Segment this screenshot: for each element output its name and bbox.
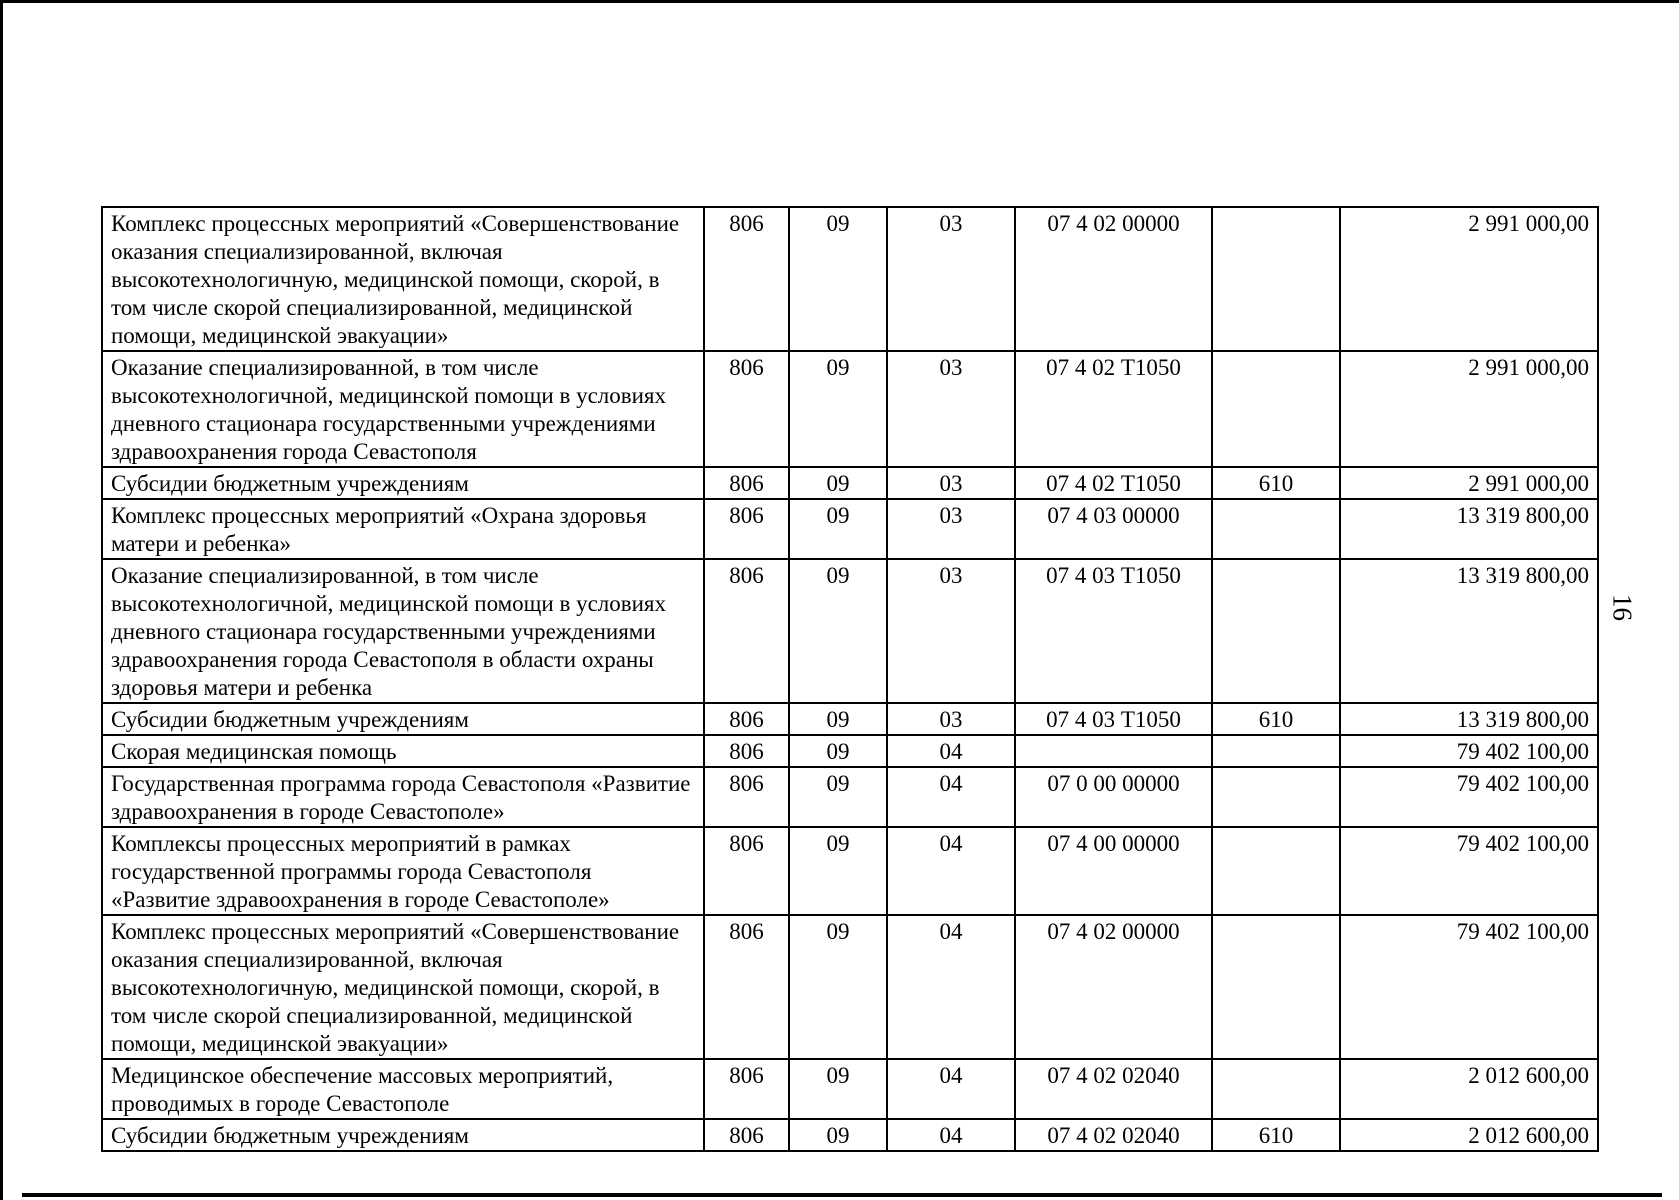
expense-name-cell: Субсидии бюджетным учреждениям [102, 1119, 704, 1151]
subsection-code-cell: 03 [887, 351, 1015, 467]
target-article-cell: 07 4 02 Т1050 [1015, 351, 1212, 467]
page-bottom-rule [22, 1193, 1662, 1197]
amount-cell: 79 402 100,00 [1340, 827, 1598, 915]
amount-cell: 79 402 100,00 [1340, 767, 1598, 827]
target-article-cell: 07 4 03 Т1050 [1015, 703, 1212, 735]
expense-name-cell: Медицинское обеспечение массовых мероприятий, проводимых в городе Севастополе [102, 1059, 704, 1119]
subsection-code-cell: 04 [887, 735, 1015, 767]
department-code-cell: 806 [704, 1119, 789, 1151]
amount-cell: 13 319 800,00 [1340, 703, 1598, 735]
department-code-cell: 806 [704, 467, 789, 499]
table-row [102, 767, 1598, 827]
expense-name-cell: Комплекс процессных мероприятий «Совершенствование оказания специализированной, включая высокотехнологичную, медицинской помощи, скорой, в том числе скорой специализированной, медицинской помощи, медицинской эвакуации» [102, 207, 704, 351]
page-left-edge [0, 0, 3, 1200]
section-code-cell: 09 [789, 207, 887, 351]
section-code-cell: 09 [789, 351, 887, 467]
table-row [102, 351, 1598, 467]
department-code-cell: 806 [704, 207, 789, 351]
expense-type-cell [1212, 499, 1340, 559]
department-code-cell: 806 [704, 735, 789, 767]
amount-cell: 13 319 800,00 [1340, 559, 1598, 703]
section-code-cell: 09 [789, 499, 887, 559]
expense-type-cell [1212, 1059, 1340, 1119]
expense-type-cell [1212, 735, 1340, 767]
table-row [102, 1059, 1598, 1119]
expense-name-cell: Субсидии бюджетным учреждениям [102, 467, 704, 499]
expense-name-cell: Государственная программа города Севастополя «Развитие здравоохранения в городе Севастополе» [102, 767, 704, 827]
table-row [102, 467, 1598, 499]
subsection-code-cell: 03 [887, 499, 1015, 559]
department-code-cell: 806 [704, 1059, 789, 1119]
expense-type-cell [1212, 767, 1340, 827]
department-code-cell: 806 [704, 499, 789, 559]
table-row [102, 827, 1598, 915]
table-row [102, 559, 1598, 703]
subsection-code-cell: 03 [887, 703, 1015, 735]
subsection-code-cell: 03 [887, 559, 1015, 703]
section-code-cell: 09 [789, 1119, 887, 1151]
subsection-code-cell: 04 [887, 1119, 1015, 1151]
amount-cell: 2 991 000,00 [1340, 467, 1598, 499]
expense-type-cell [1212, 559, 1340, 703]
table-row [102, 207, 1598, 351]
expense-type-cell: 610 [1212, 703, 1340, 735]
amount-cell: 79 402 100,00 [1340, 735, 1598, 767]
department-code-cell: 806 [704, 703, 789, 735]
target-article-cell: 07 4 00 00000 [1015, 827, 1212, 915]
expense-name-cell: Комплексы процессных мероприятий в рамках государственной программы города Севастополя «Развитие здравоохранения в городе Севастополе» [102, 827, 704, 915]
target-article-cell: 07 4 02 02040 [1015, 1059, 1212, 1119]
amount-cell: 2 012 600,00 [1340, 1059, 1598, 1119]
section-code-cell: 09 [789, 735, 887, 767]
expense-name-cell: Оказание специализированной, в том числе высокотехнологичной, медицинской помощи в условиях дневного стационара государственными учреждениями здравоохранения города Севастополя [102, 351, 704, 467]
subsection-code-cell: 03 [887, 467, 1015, 499]
department-code-cell: 806 [704, 915, 789, 1059]
department-code-cell: 806 [704, 827, 789, 915]
subsection-code-cell: 03 [887, 207, 1015, 351]
budget-table-container [101, 206, 1597, 1152]
table-row [102, 915, 1598, 1059]
subsection-code-cell: 04 [887, 1059, 1015, 1119]
target-article-cell [1015, 735, 1212, 767]
expense-name-cell: Комплекс процессных мероприятий «Совершенствование оказания специализированной, включая высокотехнологичную, медицинской помощи, скорой, в том числе скорой специализированной, медицинской помощи, медицинской эвакуации» [102, 915, 704, 1059]
subsection-code-cell: 04 [887, 915, 1015, 1059]
table-row [102, 1119, 1598, 1151]
table-row [102, 703, 1598, 735]
expense-name-cell: Скорая медицинская помощь [102, 735, 704, 767]
target-article-cell: 07 4 03 00000 [1015, 499, 1212, 559]
budget-table-body [102, 207, 1598, 1151]
target-article-cell: 07 0 00 00000 [1015, 767, 1212, 827]
section-code-cell: 09 [789, 703, 887, 735]
target-article-cell: 07 4 03 Т1050 [1015, 559, 1212, 703]
expense-name-cell: Субсидии бюджетным учреждениям [102, 703, 704, 735]
amount-cell: 79 402 100,00 [1340, 915, 1598, 1059]
target-article-cell: 07 4 02 00000 [1015, 915, 1212, 1059]
expense-type-cell: 610 [1212, 467, 1340, 499]
amount-cell: 13 319 800,00 [1340, 499, 1598, 559]
budget-table [101, 206, 1599, 1152]
target-article-cell: 07 4 02 Т1050 [1015, 467, 1212, 499]
page-number: 16 [1607, 594, 1638, 621]
amount-cell: 2 991 000,00 [1340, 351, 1598, 467]
expense-type-cell [1212, 827, 1340, 915]
department-code-cell: 806 [704, 767, 789, 827]
target-article-cell: 07 4 02 00000 [1015, 207, 1212, 351]
expense-name-cell: Оказание специализированной, в том числе высокотехнологичной, медицинской помощи в условиях дневного стационара государственными учреждениями здравоохранения города Севастополя в области охраны здоровья матери и ребенка [102, 559, 704, 703]
expense-name-cell: Комплекс процессных мероприятий «Охрана здоровья матери и ребенка» [102, 499, 704, 559]
table-row [102, 499, 1598, 559]
section-code-cell: 09 [789, 915, 887, 1059]
page-top-edge [0, 0, 1679, 3]
section-code-cell: 09 [789, 1059, 887, 1119]
amount-cell: 2 012 600,00 [1340, 1119, 1598, 1151]
department-code-cell: 806 [704, 351, 789, 467]
expense-type-cell [1212, 207, 1340, 351]
department-code-cell: 806 [704, 559, 789, 703]
section-code-cell: 09 [789, 559, 887, 703]
section-code-cell: 09 [789, 827, 887, 915]
subsection-code-cell: 04 [887, 827, 1015, 915]
expense-type-cell: 610 [1212, 1119, 1340, 1151]
target-article-cell: 07 4 02 02040 [1015, 1119, 1212, 1151]
subsection-code-cell: 04 [887, 767, 1015, 827]
expense-type-cell [1212, 915, 1340, 1059]
table-row [102, 735, 1598, 767]
section-code-cell: 09 [789, 767, 887, 827]
expense-type-cell [1212, 351, 1340, 467]
section-code-cell: 09 [789, 467, 887, 499]
amount-cell: 2 991 000,00 [1340, 207, 1598, 351]
